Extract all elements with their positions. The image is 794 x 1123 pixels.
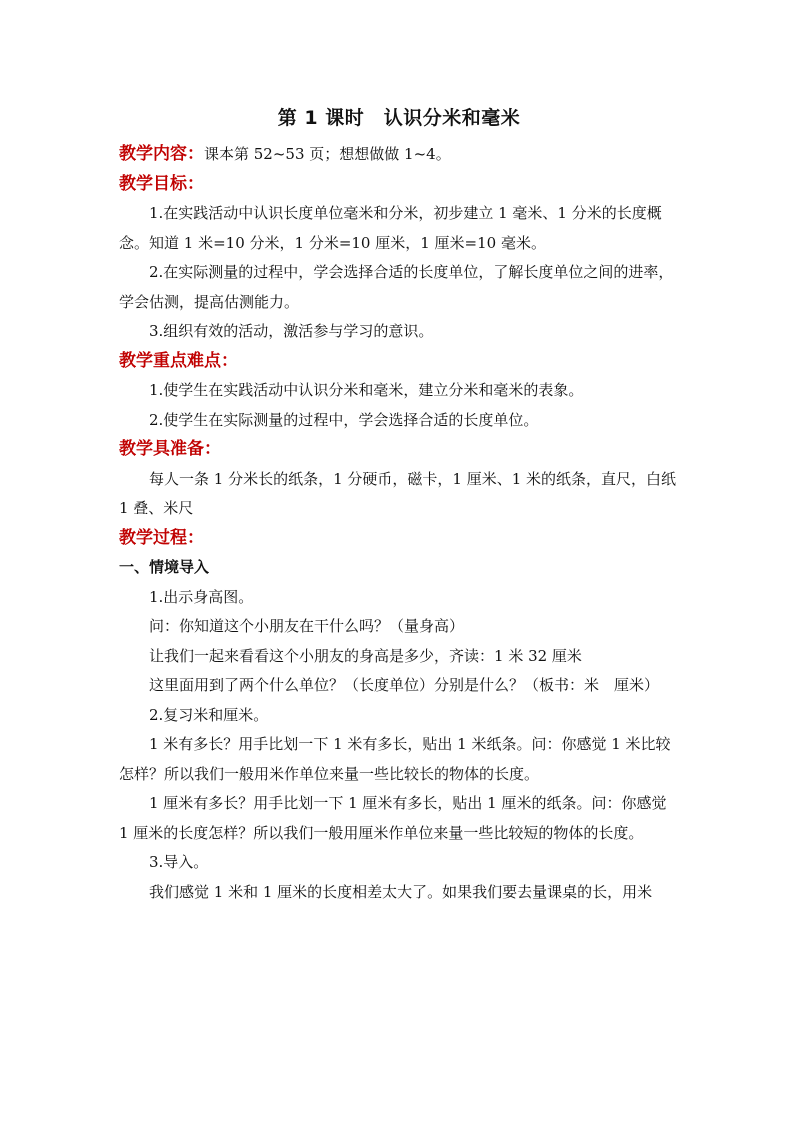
key-points-heading: 教学重点难点：	[119, 350, 238, 371]
section-heading-situation-intro: 一、情境导入	[119, 558, 210, 576]
goal-item-3: 3.组织有效的活动，激活参与学习的意识。	[149, 322, 434, 340]
key-point-item-2: 2.使学生在实际测量的过程中，学会选择合适的长度单位。	[149, 410, 539, 429]
goal-item-2: 2.在实际测量的过程中，学会选择合适的长度单位，了解长度单位之间的进率，学会估测，提高估测能力。	[119, 263, 674, 311]
teaching-content-line	[119, 140, 679, 170]
document-body	[119, 103, 679, 907]
process-paragraph: 我们感觉 1 米和 1 厘米的长度相差太大了。如果我们要去量课桌的长，用米	[149, 882, 653, 901]
process-paragraph: 这里面用到了两个什么单位？（长度单位）分别是什么？（板书：米 厘米）	[149, 676, 660, 694]
teaching-goals-heading: 教学目标：	[119, 173, 204, 194]
process-paragraph: 问：你知道这个小朋友在干什么吗？（量身高）	[149, 617, 465, 635]
key-point-item-1: 1.使学生在实践活动中认识分米和毫米，建立分米和毫米的表象。	[149, 381, 584, 399]
preparation-text: 每人一条 1 分米长的纸条，1 分硬币，磁卡，1 厘米、1 米的纸条，直尺，白纸 1 叠、米尺	[119, 469, 677, 517]
page-title: 第 1 课时 认识分米和毫米	[277, 107, 521, 129]
process-paragraph: 1 厘米有多长？用手比划一下 1 厘米有多长，贴出 1 厘米的纸条。问：你感觉 1 厘米的长度怎样？所以我们一般用厘米作单位来量一些比较短的物体的长度。	[119, 794, 667, 842]
process-paragraph: 3.导入。	[149, 853, 209, 871]
process-paragraph: 1 米有多长？用手比划一下 1 米有多长，贴出 1 米纸条。问：你感觉 1 米比较怎样？所以我们一般用米作单位来量一些比较长的物体的长度。	[119, 735, 671, 783]
teaching-content-text: 课本第 52~53 页；想想做做 1~4。	[204, 145, 451, 163]
goal-item-1: 1.在实践活动中认识长度单位毫米和分米，初步建立 1 毫米、1 分米的长度概念。知道 1 米=10 分米，1 分米=10 厘米，1 厘米=10 毫米。	[119, 204, 662, 252]
process-paragraph: 2.复习米和厘米。	[149, 705, 269, 724]
teaching-content-label: 教学内容：	[119, 144, 204, 164]
preparation-heading: 教学具准备：	[119, 439, 221, 459]
process-paragraph: 让我们一起来看看这个小朋友的身高是多少，齐读：1 米 32 厘米	[149, 646, 582, 665]
process-paragraph: 1.出示身高图。	[149, 587, 254, 606]
process-heading: 教学过程：	[119, 527, 204, 548]
